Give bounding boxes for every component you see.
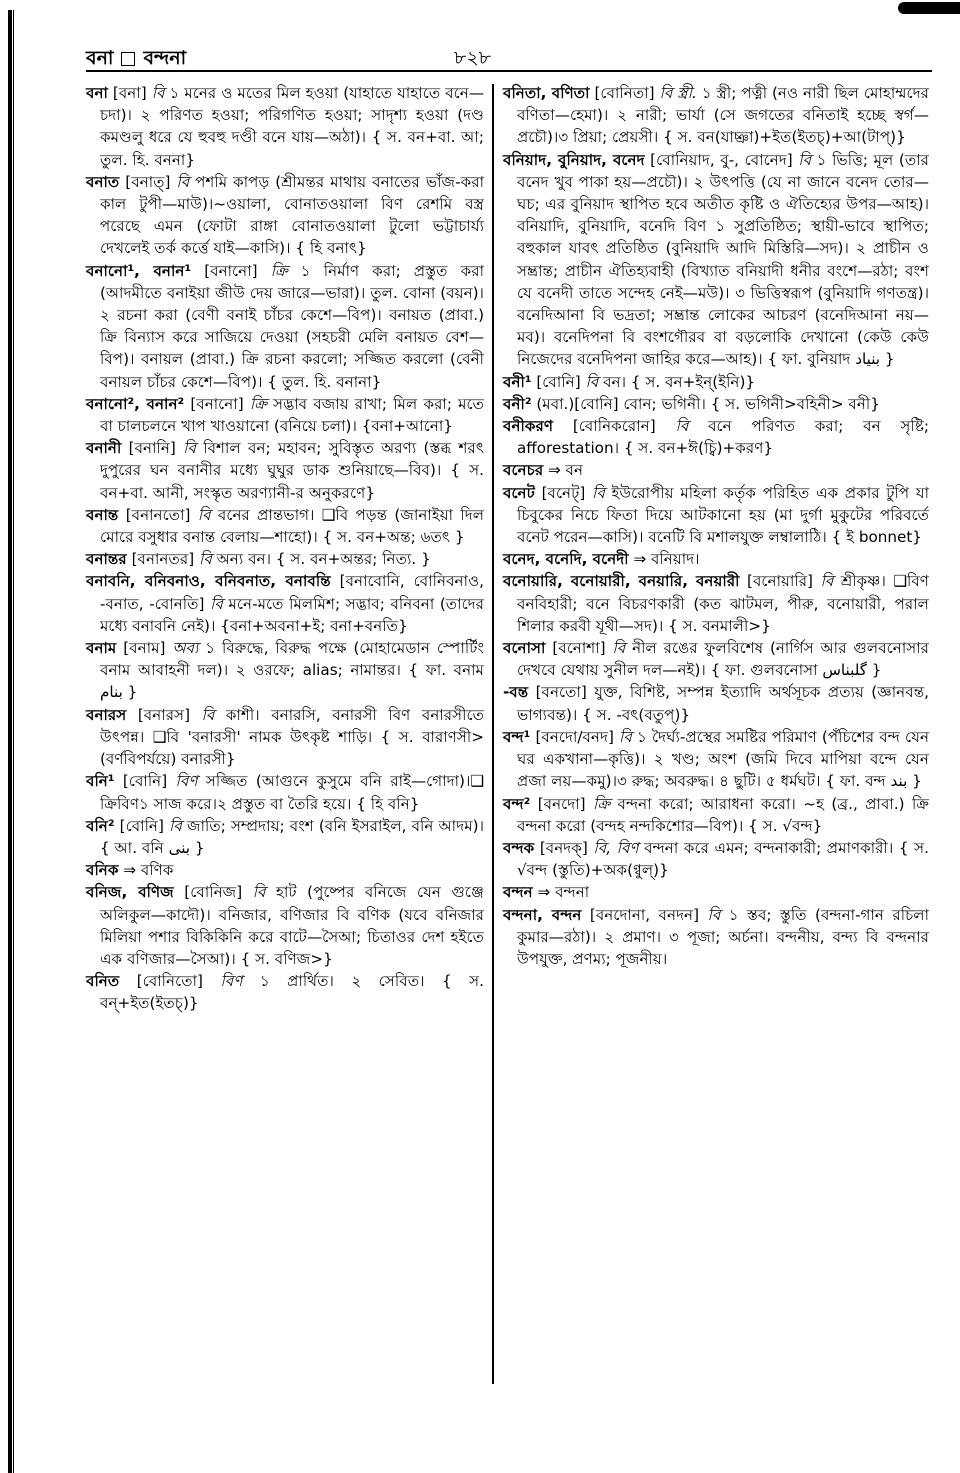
entry-part-of-speech: বি: [151, 84, 165, 102]
left-column: [86, 82, 484, 1015]
entry-pronunciation: (মবা.)[বোনি]: [536, 394, 619, 413]
entry-pronunciation: [বনানি]: [128, 439, 176, 458]
guide-word-last: বন্দনা: [143, 47, 187, 69]
entry-headword: বন্দ¹: [503, 727, 531, 746]
entry-definition: যুক্ত, বিশিষ্ট, সম্পন্ন ইত্যাদি অর্থসূচক প্রত্যয় (জ্ঞানবন্ত, ভাগ্যবন্ত)। { স. -বৎ(বতুপ্)}: [517, 683, 929, 724]
entry-pronunciation: [বনোশা]: [552, 639, 606, 658]
entry-definition: ১ ভিত্তি; মূল (তার বনেদ খুব পাকা হয়—প্রচৌ)। ২ উৎপত্তি (যে না জানে বনেদ তোর—ঘচ; এর বুনিয়াদ স্থাপিত হবে অতীত কৃষ্টি ও ঐতিহ্যের উপর—আহ)। বনিয়াদি, বুনিয়াদি, বনেদি বিণ ১ সুপ্রতিষ্ঠিত; স্থায়ী-ভাবে স্থাপিত; বহুকাল যাবৎ প্রতিষ্ঠিত (বুনিয়াদি আদি মিস্তিরি—সদ)। ২ প্রাচীন ও সম্ভ্রান্ত; প্রাচীন ঐতিহ্যবাহী (বিখ্যাত বনিয়াদী ধনীর বংশে—রঠা; বংশ যে বনেদী তাতে সন্দেহ নেই—মউ)। ৩ ভিত্তিস্বরূপ (বুনিয়াদি গণতন্ত্র)। বনেদিআনা বি ভদ্রতা; সম্ভ্রান্ত লোকের আচরণ (বনেদিআনা নয়—মব)। বনেদিপনা বি বংশগৌরব বা বড়লোকি দেখানো (কেউ কেউ নিজেদের বনেদিপনা জাহির করে—আহ)। { ফা. বুনিয়াদ بنیاد }: [517, 150, 930, 369]
entry-headword: বনী²: [503, 394, 532, 413]
dictionary-entry: [503, 415, 929, 459]
dictionary-entry: [503, 570, 929, 637]
entry-part-of-speech: বিণ: [175, 772, 198, 791]
entry-part-of-speech: বি: [612, 639, 626, 658]
entry-pronunciation: [বনানতর]: [131, 550, 195, 569]
entry-pronunciation: [বনদোনা, বনদন]: [589, 905, 700, 924]
dictionary-entry: [503, 482, 929, 549]
dictionary-entry: [503, 681, 929, 725]
entry-headword: বন্দক: [503, 838, 535, 857]
dictionary-entry: [86, 970, 484, 1014]
entry-pronunciation: [বোনি]: [119, 816, 164, 835]
entry-headword: বনোয়ারি, বনোয়ারী, বনয়ারি, বনয়ারী: [503, 572, 740, 591]
entry-part-of-speech: বি: [798, 150, 812, 169]
entry-definition: ১ নির্মাণ করা; প্রস্তুত করা (আদমীতে বনাইয়া জীউ দেয় জারে—ভারা)। তুল. বোনা (বয়ন)। ২ রচনা করা (বেণী বনাই চাঁচর কেশে—বিপ)। বনায়ত (প্রাবা.) ক্রি বিন্যাস করে সাজিয়ে দেওয়া (সহচরী মেলি বনায়ত বেশ—বিপ)। বনায়ল (প্রাবা.) ক্রি রচনা করলো; সজ্জিত করলো (বেনী বনায়ল চাঁচর কেশে—বিপ)। { তুল. হি. বনানা}: [100, 261, 484, 391]
entry-pronunciation: [বোনিকরোন]: [572, 417, 656, 436]
dictionary-entry: [503, 726, 929, 793]
entry-part-of-speech: বি: [252, 883, 266, 902]
entry-definition: বন। { স. বন+ইন্(ইনি)}: [603, 372, 756, 391]
entry-headword: বনা: [86, 84, 108, 102]
entry-pronunciation: [বোনি]: [536, 372, 581, 391]
entry-definition: ⇒ বন: [548, 461, 584, 480]
entry-definition: জাতি; সম্প্রদায়; বংশ (বনি ইসরাইল, বনি আদম)। { আ. বনি بنی }: [100, 816, 485, 857]
entry-headword: বনাম: [86, 639, 117, 658]
entry-part-of-speech: ক্রি: [270, 261, 288, 280]
entry-headword: বনি²: [86, 816, 115, 835]
dictionary-entry: [86, 548, 484, 570]
entry-definition: ⇒ বন্দনা: [537, 883, 590, 902]
entry-pronunciation: [বনাবোনি, বোনিবনাও, -বনাত, -বোনতি]: [100, 572, 484, 613]
entry-part-of-speech: ক্রি: [249, 394, 267, 413]
entry-part-of-speech: বি: [169, 816, 182, 835]
entry-headword: বনান্তর: [86, 550, 127, 569]
entry-definition: নীল রঙের ফুলবিশেষ (নার্গিস আর গুলবনোসার দেখবে যেথায় সুনীল দল—নই)। { ফা. গুলবনোসা گلبناس }: [517, 639, 930, 680]
dictionary-entry: [86, 881, 484, 970]
entry-definition: বনে পরিণত করা; বন সৃষ্টি; afforestation। { স. বন+ঈ(চ্বি)+করণ}: [517, 417, 930, 458]
dictionary-entry: [86, 637, 484, 704]
entry-pronunciation: [বনানো]: [190, 394, 244, 413]
entry-pronunciation: [বনাত্]: [125, 172, 171, 191]
entry-pronunciation: [বোনিয়াদ, বু-, বোনেদ]: [650, 150, 793, 169]
entry-pronunciation: [বনারস]: [137, 705, 191, 724]
entry-headword: বনেদ, বনেদি, বনেদী: [503, 550, 629, 569]
entry-pronunciation: [বনেট্]: [541, 483, 586, 502]
entry-part-of-speech: বি: [707, 905, 721, 924]
dictionary-entry: [86, 260, 484, 393]
entry-headword: বনানী: [86, 439, 122, 458]
entry-pronunciation: [বনা]: [112, 84, 147, 102]
column-divider: [492, 84, 494, 1384]
entry-headword: বনোসা: [503, 639, 546, 658]
right-column: [503, 82, 929, 970]
entry-headword: বনী¹: [503, 372, 532, 391]
entry-definition: ⇒ বনিয়াদ।: [633, 550, 700, 569]
dictionary-entry: [503, 393, 929, 415]
entry-part-of-speech: ক্রি: [593, 794, 611, 813]
entry-part-of-speech: বি, বিণ: [593, 838, 639, 857]
dictionary-entry: [503, 904, 929, 971]
entry-headword: বন্দন: [503, 883, 533, 902]
entry-headword: বনিক: [86, 861, 119, 880]
entry-part-of-speech: বি: [585, 372, 599, 391]
entry-pronunciation: [বনদো/বনদ]: [535, 727, 614, 746]
entry-definition: বন্দনা করো; আরাধনা করো। ~হ (ব্র., প্রাবা.) ক্রি বন্দনা করো (বন্দহ নন্দকিশোর—বিপ)। { স. √বন্দ}: [517, 794, 930, 835]
dictionary-entry: [86, 504, 484, 548]
dictionary-entry: [86, 704, 484, 771]
entry-pronunciation: [বোনিতো]: [136, 972, 203, 991]
entry-definition: সজ্জিত (আগুনে কুসুমে বনি রাই—গোদা)।❑ ক্রিবিণ১ সাজ করে।২ প্রস্তুত বা তৈরি হয়ে। { হি বনি}: [100, 772, 485, 813]
entry-pronunciation: [বনানতো]: [125, 505, 191, 524]
entry-headword: বনান্ত: [86, 505, 119, 524]
entry-headword: বনিয়াদ, বুনিয়াদ, বনেদ: [503, 150, 645, 169]
entry-definition: সদ্ভাব বজায় রাখা; মিল করা; মতে বা চালচলনে খাপ খাওয়ানো (বনিয়ে চলা)। {বনা+আনো}: [100, 394, 485, 436]
dictionary-entry: [86, 437, 484, 504]
entry-part-of-speech: অব্য: [172, 639, 199, 658]
entry-part-of-speech: বি: [176, 172, 190, 191]
entry-headword: বনারস: [86, 705, 127, 724]
dictionary-entry: [86, 393, 484, 437]
entry-definition: বোন; ভগিনী। { স. ভগিনী>বহিনী> বনী}: [623, 394, 880, 413]
entry-headword: বনি¹: [86, 772, 115, 791]
entry-part-of-speech: বি: [199, 550, 212, 569]
entry-pronunciation: [বনদো]: [537, 794, 586, 813]
entry-definition: কাশী। বনারসি, বনারসী বিণ বনারসীতে উৎপন্ন। ❑বি 'বনারসী' নামক উৎকৃষ্ট শাড়ি। { স. বারাণসী>(বর্ণবিপর্যয়ে) বনারসী}: [100, 705, 485, 769]
dictionary-entry: [86, 770, 484, 814]
dictionary-entry: [503, 149, 929, 371]
entry-definition: ইউরোপীয় মহিলা কর্তৃক পরিহিত এক প্রকার টুপি যা চিবুকের নিচে ফিতা দিয়ে আটকানো হয় (মা দুর্গা মুকুটের পরিবর্তে বনেট পরেন—কাসি)। বনেটি বি মশালযুক্ত লম্বালাঠি। { ই bonnet}: [517, 483, 930, 547]
entry-definition: হাট (পুষ্পের বনিজে যেন গুঞ্জে অলিকুল—কাদৌ)। বনিজার, বণিজার বি বণিক (যবে বনিজার মিলিয়া পশার বিকিকিনি করে বাটে—সৈআ; চিতাওর দেশ হইতে এক বণিজার—সৈআ)। { স. বণিজ>}: [100, 883, 485, 968]
entry-headword: বনাত: [86, 172, 120, 191]
entry-pronunciation: [বোনিজ]: [184, 883, 243, 902]
entry-definition: মনে-মতে মিলমিশ; সদ্ভাব; বনিবনা (তাদের মধ্যে বনাবনি নেই)। {বনা+অবনা+ই; বনা+বনতি}: [100, 594, 485, 635]
entry-headword: বনাবনি, বনিবনাও, বনিবনাত, বনাবন্তি: [86, 572, 331, 591]
dictionary-entry: [503, 459, 929, 481]
entry-definition: ⇒ বণিক: [123, 861, 174, 880]
dictionary-entry: [86, 171, 484, 260]
entry-part-of-speech: বি: [820, 572, 834, 591]
entry-headword: বনিতা, বণিতা: [503, 84, 590, 102]
entry-definition: ১ মনের ও মতের মিল হওয়া (যাহাতে যাহাতে বনে—চদা)। ২ পরিণত হওয়া; পরিগণিত হওয়া; সাদৃশ্য হওয়া (দণ্ড কমণ্ডলু ধরে যে হুবহু দণ্ডী বনে যায়—অঠা)। { স. বন+বা. আ; তুল. হি. বননা}: [100, 84, 484, 169]
entry-part-of-speech: বিণ: [220, 972, 243, 991]
entry-headword: বনানো¹, বনান¹: [86, 261, 192, 280]
entry-part-of-speech: বি: [619, 727, 632, 746]
entry-headword: বনিত: [86, 972, 120, 991]
entry-headword: বনিজ, বণিজ: [86, 883, 174, 902]
entry-part-of-speech: বি: [197, 505, 211, 524]
entry-part-of-speech: বি: [675, 417, 689, 436]
dictionary-entry: [86, 859, 484, 881]
dictionary-entry: [503, 371, 929, 393]
entry-definition: ১ স্ত্রী; পত্নী (নও নারী ছিল মোহাম্মদের বণিতা—হেমা)। ২ নারী; ভার্যা (সে জগতের বনিতাই হচ্ছে স্বর্গ—প্রচৌ)।৩ প্রিয়া; প্রেয়সী। { স. বন(যাচ্ঞা)+ইত(ইতচ্)+আ(টাপ্)}: [517, 84, 929, 147]
entry-headword: বন্দ²: [503, 794, 531, 813]
entry-definition: বনের প্রান্তভাগ। ❑বি পড়ন্ত (জানাইয়া দিল মোরে বসুধার বনান্ত বেলায়—শাহো)। { স. বন+অন্ত; ৬তৎ }: [100, 505, 485, 547]
header-rule: [86, 70, 932, 72]
entry-definition: ১ বিরুদ্ধে, বিরুদ্ধ পক্ষে (মোহামেডান স্পোর্টিং বনাম আবাহনী দল)। ২ ওরফে; alias; নামান্তর। { ফা. বনাম بنام }: [100, 639, 485, 702]
entry-definition: শ্রীকৃষ্ণ। ❑বিণ বনবিহারী; বনে বিচরণকারী (কত ঝাটমল, পীরু, বনোয়ারী, পরাল শিলার করবী যূথী—সদ)। { স. বনমালী>}: [517, 572, 929, 635]
dictionary-entry: [86, 82, 484, 171]
entry-part-of-speech: বি: [201, 705, 215, 724]
scan-blot: [898, 2, 960, 14]
entry-part-of-speech: বি স্ত্রী.: [659, 84, 697, 102]
scan-edge-line: [13, 10, 14, 1473]
dictionary-entry: [503, 82, 929, 149]
dictionary-entry: [503, 793, 929, 837]
entry-pronunciation: [বনাম]: [123, 639, 166, 658]
entry-part-of-speech: বি: [210, 594, 223, 613]
entry-pronunciation: [বনানো]: [204, 261, 258, 280]
guide-word-first: বনা: [86, 47, 114, 69]
entry-headword: বনানো², বনান²: [86, 394, 185, 413]
dictionary-entry: [503, 548, 929, 570]
entry-part-of-speech: বি: [183, 439, 196, 458]
entry-part-of-speech: বি: [591, 483, 605, 502]
entry-definition: অন্য বন। { স. বন+অন্তর; নিত্য. }: [216, 550, 431, 569]
dictionary-entry: [86, 815, 484, 859]
scan-edge-mark: [8, 10, 12, 1473]
entry-pronunciation: [বনতো]: [535, 683, 587, 702]
guide-separator-box-icon: [121, 52, 135, 66]
entry-definition: বিশাল বন; মহাবন; সুবিস্তৃত অরণ্য (স্তব্ধ শরৎ দুপুরের ঘন বনানীর মধ্যে ঘুঘুর ডাক শুনিয়াছে—বিব)। { স. বন+বা. আনী, সংস্কৃত অরণ্যানী-র অনুকরণে}: [100, 439, 485, 502]
entry-headword: বনেচর: [503, 461, 544, 480]
entry-pronunciation: [বনোয়ারি]: [747, 572, 813, 591]
entry-definition: পশমি কাপড় (শ্রীমন্তর মাথায় বনাতের ভাঁজ-করা কাল টুপী—মাউ)।~ওয়ালা, বোনাতওয়ালা বিণ রেশমি বস্ত্র পরেছে এমন (ফোটা রাঙ্গা বোনাতওয়ালা টুলো ভট্টাচার্য্য দেখলেই তর্ক কর্ত্তে যাই—কাসি)। { হি বনাৎ}: [100, 172, 485, 258]
entry-definition: ১ দৈর্ঘ্য-প্রস্থের সমষ্টির পরিমাণ (পঁচিশের বন্দ যেন ঘর একখানা—কৃত্তি)। ২ খণ্ড; অংশ (জমি দিবে মাপিয়া বন্দে যেন প্রজা লয়—কমু)।৩ রুদ্ধ; অবরুদ্ধ। ৪ ছুটি। ৫ ধর্মঘট। { ফা. বন্দ بند }: [517, 727, 930, 791]
entry-definition: ১ স্তব; স্তুতি (বন্দনা-গান রচিলা কুমার—রঠা)। ২ প্রমাণ। ৩ পূজা; অর্চনা। বন্দনীয়, বন্দ্য বি বন্দনার উপযুক্ত, প্রণম্য; পূজনীয়।: [517, 905, 930, 968]
entry-headword: বনীকরণ: [503, 417, 554, 436]
entry-pronunciation: [বোনিতা]: [594, 84, 655, 102]
dictionary-entry: [503, 881, 929, 903]
dictionary-entry: [503, 837, 929, 881]
entry-pronunciation: [বোনি]: [122, 772, 168, 791]
page-number: ৮২৮: [454, 47, 492, 69]
page-header: [86, 44, 932, 68]
dictionary-entry: [86, 570, 484, 637]
entry-headword: বনেট: [503, 483, 535, 502]
entry-definition: ১ প্রার্থিত। ২ সেবিত। { স. বন্+ইত(ইতচ্)}: [100, 972, 484, 1013]
entry-definition: বন্দনা করে এমন; বন্দনাকারী; প্রমাণকারী। { স. √বন্দ (স্তুতি)+অক(ণ্বুল্)}: [517, 838, 929, 880]
dictionary-entry: [503, 637, 929, 681]
entry-headword: -বন্ত: [503, 683, 529, 702]
entry-pronunciation: [বনদক্]: [539, 838, 588, 857]
entry-headword: বন্দনা, বন্দন: [503, 905, 582, 924]
